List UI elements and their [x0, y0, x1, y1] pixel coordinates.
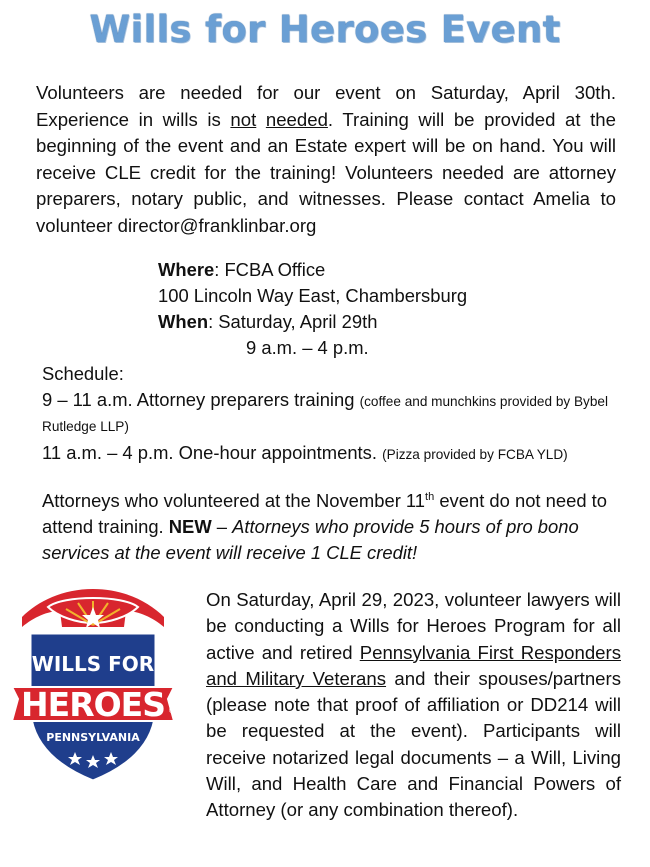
intro-space — [256, 109, 266, 130]
new-label: NEW — [168, 516, 212, 538]
volunteer-sup: th — [425, 491, 435, 503]
schedule-item-appointments-note: (Pizza provided by FCBA YLD) — [382, 447, 568, 462]
schedule-item-appointments — [42, 441, 622, 466]
intro-text-1: Volunteers are needed for our event on Saturday, April 30th. Experience in wills is — [36, 82, 616, 130]
program-text-2: and their spouses/partners (please note that proof of affiliation or DD214 will be requested at the event). Participants will receive notarized legal documents – a Will, Living Will, and Health Care and Financial Powers of Attorney (or any combination thereof). — [206, 667, 621, 821]
volunteer-text-b: event do not need to attend training. — [42, 490, 608, 538]
volunteer-text-a: Attorneys who volunteered at the November 11 — [42, 490, 426, 512]
program-paragraph — [206, 587, 621, 824]
logo-reg: ® — [168, 706, 176, 715]
logo-line1: WILLS FOR — [31, 652, 155, 676]
intro-text-2: . Training will be provided at the beginning of the event and an Estate expert will be on hand. You will receive CLE credit for the training! Volunteers needed are attorney preparers, notary public, and witnesses. Please contact Amelia to volunteer director@franklinbar.org — [36, 108, 616, 236]
address-line: 100 Lincoln Way East, Chambersburg — [158, 285, 468, 306]
intro-not: not — [230, 108, 257, 130]
event-location — [158, 257, 467, 361]
schedule-item-training-note: (coffee and munchkins provided by Bybel Rutledge LLP) — [42, 394, 608, 434]
program-text-1: On Saturday, April 29, 2023, volunteer lawyers will be conducting a Wills for Heroes Program for all active and retired — [206, 589, 621, 663]
intro-paragraph — [36, 80, 616, 239]
when-label: When — [158, 311, 209, 332]
volunteer-note — [42, 484, 622, 566]
volunteer-italic: Attorneys who provide 5 hours of pro bono services at the event will receive 1 CLE credit! — [42, 516, 579, 564]
intro-needed: needed — [265, 108, 328, 130]
when-line — [158, 309, 467, 335]
when-value: : Saturday, April 29th — [208, 311, 378, 332]
logo-line3: PENNSYLVANIA — [46, 731, 140, 744]
schedule-item-appointments-text: 11 a.m. – 4 p.m. One-hour appointments. — [42, 442, 377, 463]
wills-for-heroes-logo — [8, 587, 178, 783]
time-line: 9 a.m. – 4 p.m. — [246, 337, 369, 358]
schedule-item-training — [42, 388, 622, 438]
schedule-heading: Schedule: — [42, 363, 124, 384]
schedule — [42, 362, 622, 466]
page-title: Wills for Heroes Event — [89, 8, 561, 51]
schedule-item-training-text: 9 – 11 a.m. Attorney preparers training — [42, 389, 355, 410]
logo-line2: HEROES — [21, 685, 165, 724]
where-label: Where — [158, 259, 215, 280]
where-line — [158, 257, 467, 283]
program-eligibility: Pennsylvania First Responders and Military Veterans — [206, 641, 621, 689]
where-value: : FCBA Office — [214, 259, 326, 280]
volunteer-dash: – — [211, 516, 233, 538]
